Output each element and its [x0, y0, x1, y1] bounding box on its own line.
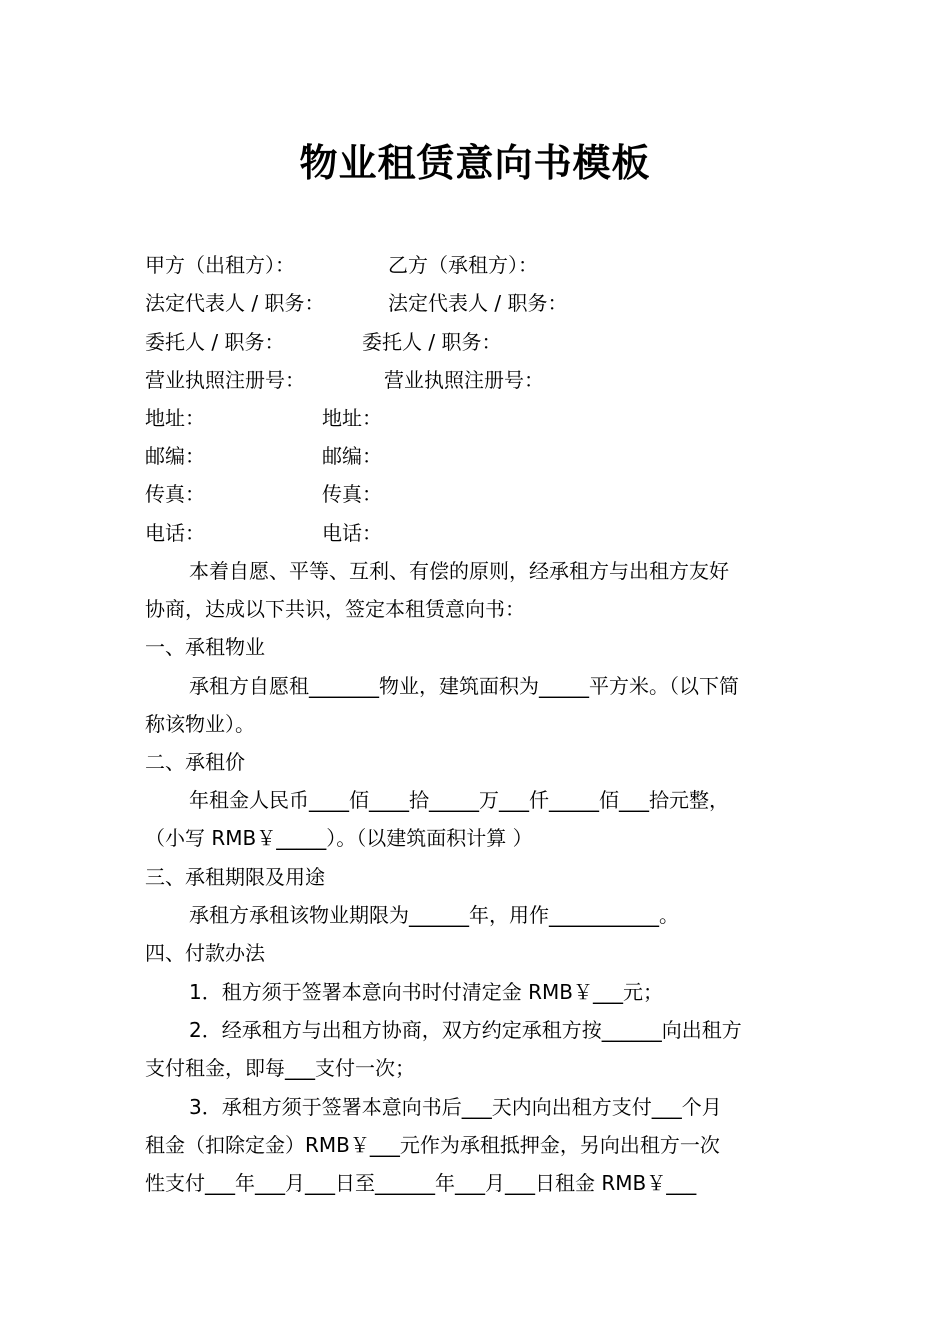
party-b-postcode: 邮编：	[322, 444, 382, 468]
section-2-heading: 二、承租价	[145, 750, 245, 774]
party-a-phone: 电话：	[145, 521, 205, 545]
section-4-item-2-line-1: 2．经承租方与出租方协商，双方约定承租方按______向出租方	[189, 1018, 742, 1042]
intro-line-1: 本着自愿、平等、互利、有偿的原则，经承租方与出租方友好	[189, 559, 729, 583]
section-4-item-3-line-1: 3．承租方须于签署本意向书后___天内向出租方支付___个月	[189, 1095, 722, 1119]
section-3-heading: 三、承租期限及用途	[145, 865, 325, 889]
party-b-label: 乙方（承租方）：	[388, 253, 538, 277]
section-1-heading: 一、承租物业	[145, 635, 265, 659]
party-a-license: 营业执照注册号：	[145, 368, 305, 392]
document-title: 物业租赁意向书模板	[299, 141, 651, 185]
party-b-address: 地址：	[322, 406, 382, 430]
party-a-postcode: 邮编：	[145, 444, 205, 468]
party-b-license: 营业执照注册号：	[384, 368, 544, 392]
section-4-item-1: 1．租方须于签署本意向书时付清定金 RMB￥___元；	[189, 980, 663, 1004]
party-a-address: 地址：	[145, 406, 205, 430]
section-4-item-3-line-2: 租金（扣除定金）RMB￥___元作为承租抵押金，另向出租方一次	[145, 1133, 720, 1157]
section-4-item-2-line-2: 支付租金，即每___支付一次；	[145, 1056, 415, 1080]
section-1-line-2: 称该物业）。	[145, 712, 255, 736]
party-a-label: 甲方（出租方）：	[145, 253, 295, 277]
party-b-legal-rep: 法定代表人 / 职务：	[388, 291, 568, 315]
section-2-line-1: 年租金人民币____佰____拾_____万___仟_____佰___拾元整，	[189, 788, 729, 812]
party-a-agent: 委托人 / 职务：	[145, 330, 285, 354]
party-b-fax: 传真：	[322, 482, 382, 506]
section-4-heading: 四、付款办法	[145, 941, 265, 965]
party-b-phone: 电话：	[322, 521, 382, 545]
section-4-item-3-line-3: 性支付___年___月___日至______年___月___日租金 RMB￥___	[145, 1171, 697, 1195]
party-b-agent: 委托人 / 职务：	[362, 330, 502, 354]
party-a-legal-rep: 法定代表人 / 职务：	[145, 291, 325, 315]
intro-line-2: 协商，达成以下共识，签定本租赁意向书：	[145, 597, 525, 621]
section-3-line-1: 承租方承租该物业期限为______年，用作___________。	[189, 903, 679, 927]
party-a-fax: 传真：	[145, 482, 205, 506]
section-2-line-2: （小写 RMB￥_____）。（以建筑面积计算 ）	[145, 826, 533, 850]
section-1-line-1: 承租方自愿租_______物业，建筑面积为_____平方米。（以下简	[189, 674, 739, 698]
